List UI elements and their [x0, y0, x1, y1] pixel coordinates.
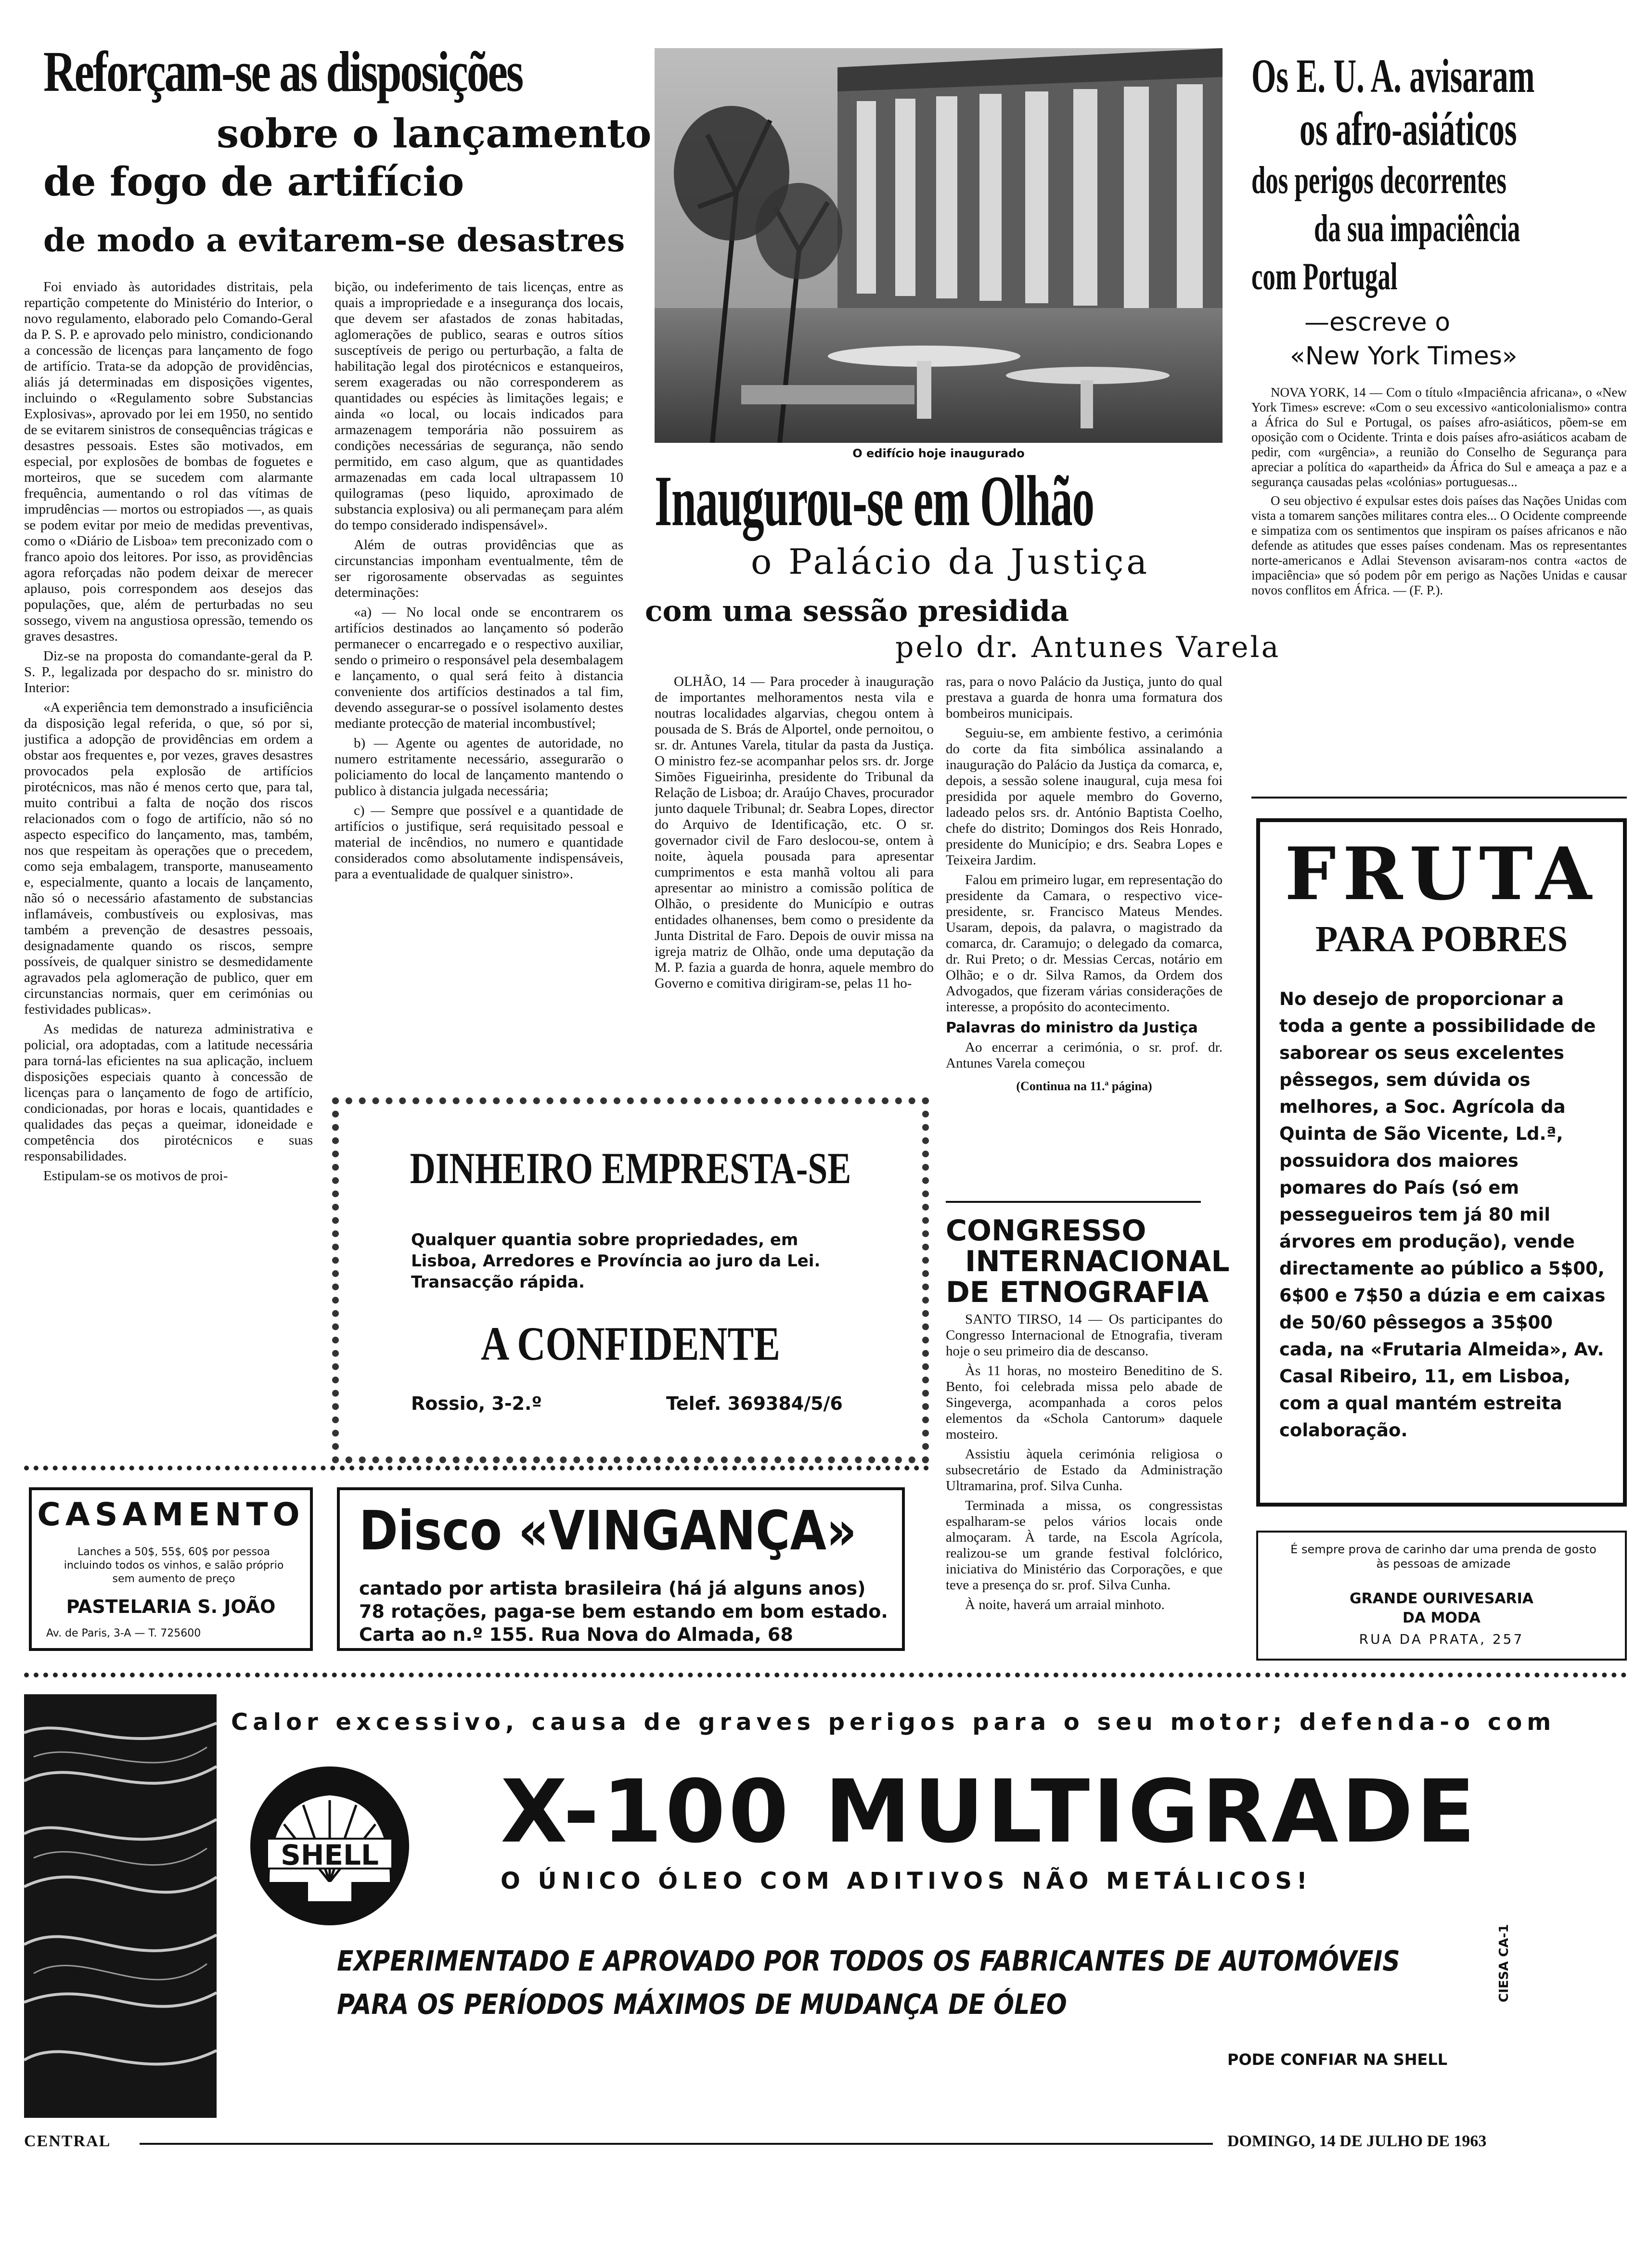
disco-title: Disco «VINGANÇA» [359, 1500, 857, 1562]
fireworks-paragraph: As medidas de natureza administrativa e policial, ora adoptadas, com a latitude necessária para torná-las eficientes na sua aplicação, incluem disposições especiais quanto à concessão de licenças para o lançamento de fogo de artifício, condicionadas, por horas e locais, quantidades e qualidades das peças a queimar, idoneidade e competência dos pirotécnicos e suas responsabilidades. [24, 1021, 313, 1164]
fireworks-paragraph: bição, ou indeferimento de tais licenças, entre as quais a impropriedade e a insegurança dos locais, que devem ser afastados de zonas habitadas, aglomerações de publico, searas e outros sítios susceptíveis de perigo ou perturbação, a falta de habilitação legal dos pirotécnicos e estanqueiros, serem exageradas ou não corresponderem as quantidades ou espécies às limitações legais; e ainda «o local, ou locais indicados para armazenagem temporária não possuirem as condições necessárias de segurança, não sendo permitido, em caso algum, que as quantidades armazenadas em cada local ultrapassem 10 quilogramas (peso liquido, aproximado de substancia explosiva) ou ali permaneçam para além do tempo considerado indispensável». [335, 279, 623, 533]
olhao-paragraph: ras, para o novo Palácio da Justiça, junto do qual prestava a guarda de honra uma formatura dos bombeiros municipais. [946, 674, 1223, 721]
fireworks-paragraph: Diz-se na proposta do comandante-geral da P. S. P., legalizada por despacho do sr. ministro do Interior: [24, 648, 313, 696]
olhao-paragraph: Seguiu-se, em ambiente festivo, a cerimónia do corte da fita simbólica assinalando a inauguração do Palácio da Justiça da comarca, e, depois, a sessão solene inaugural, cuja mesa foi presidida por aquele membro do Governo, ladeado pelos srs. dr. António Baptista Coelho, chefe do distrito; Domingos dos Reis Honrado, presidente do Município; e drs. Seabra Lopes e Teixeira Jardim. [946, 725, 1223, 868]
fireworks-paragraph: c) — Sempre que possível e a quantidade de artifícios o justifique, será requisitado pessoal e material de incêndios, no numero e quantidade considerados como absolutamente indispensáveis, para a eventualidade de qualquer sinistro». [335, 803, 623, 882]
eua-body [1251, 385, 1627, 789]
shell-line-2: PARA OS PERÍODOS MÁXIMOS DE MUDANÇA DE ÓLEO [337, 1988, 1067, 2021]
dinheiro-address: Rossio, 3-2.º [411, 1393, 542, 1414]
shell-product: X-100 MULTIGRADE [501, 1762, 1479, 1862]
headline-olhao-3: com uma sessão presidida [645, 594, 1069, 628]
fireworks-paragraph: Estipulam-se os motivos de proi- [43, 1168, 228, 1184]
casamento-title: CASAMENTO [37, 1496, 305, 1533]
olhao-continued: (Continua na 11.ª página) [1016, 1079, 1152, 1093]
olhao-rule [946, 1201, 1201, 1203]
headline-eua-3: dos perigos decorrentes [1251, 159, 1506, 202]
casamento-body: Lanches a 50$, 55$, 60$ por pessoa incluindo todos os vinhos, e salão próprio sem aumento de preço [64, 1546, 284, 1585]
dinheiro-title: DINHEIRO EMPRESTA-SE [410, 1144, 851, 1193]
headline-olhao-4: pelo dr. Antunes Varela [895, 631, 1281, 664]
building-photo-illustration [655, 48, 1223, 443]
shell-wave-illustration [24, 1694, 217, 2118]
shell-logo [250, 1766, 409, 1925]
fireworks-paragraph: Foi enviado às autoridades distritais, pela repartição competente do Ministério do Interior, o novo regulamento, elaborado pelo Comando-Geral da P. S. P. e aprovado pelo ministro, condicionando a concessão de licenças para lançamento de fogo de artifício. Trata-se da adopção de providências, aliás já determinadas em disposições vigentes, incluindo o «Regulamento sobre Substancias Explosivas», aprovado por lei em 1950, no sentido de se evitarem sinistros de consequências trágicas e desastres pessoais. Estes são motivados, em especial, por explosões de bombas de foguetes e morteiros, que se sucedem com alarmante frequência, aumentando o rol das vítimas de imprudências — mortos ou estropiados —, as quais se podem evitar por meio de medidas preventivas, como o «Diário de Lisboa» tem preconizado com o franco apoio dos leitores. Por isso, as providências agora reforçadas não podem deixar de merecer aplauso, pois correspondem aos desejos das populações, que, além de perturbadas no seu sossego, vivem na angustiosa opressão, temendo os graves desastres. [24, 279, 313, 644]
headline-fireworks-2: sobre o lançamento [217, 111, 652, 157]
congresso-paragraph: À noite, haverá um arraial minhoto. [965, 1597, 1165, 1612]
olhao-paragraph: Falou em primeiro lugar, em representação do presidente da Camara, o respectivo vice-presidente, sr. Francisco Mateus Mendes. Usaram, depois, da palavra, o magistrado da comarca, dr. Caramujo; o delegado da comarca, dr. Rui Preto; o dr. Messias Cercas, notário em Olhão; e o dr. Silva Ramos, da Ordem dos Advogados, que fizeram várias considerações de interesse, a propósito do acontecimento. [946, 872, 1223, 1015]
headline-olhao-2: o Palácio da Justiça [751, 541, 1150, 582]
separator-row [24, 1466, 929, 1470]
eua-subtitle-1: —escreve o [1304, 308, 1451, 337]
dinheiro-brand: A CONFIDENTE [481, 1317, 780, 1370]
headline-eua-4: da sua impaciência [1314, 207, 1520, 250]
ourivesaria-address: RUA DA PRATA, 257 [1359, 1631, 1524, 1647]
shell-line-1: EXPERIMENTADO E APROVADO POR TODOS OS FABRICANTES DE AUTOMÓVEIS [337, 1945, 1400, 1977]
fireworks-paragraph: «A experiência tem demonstrado a insuficiência da disposição legal referida, o que, só por si, justifica a adopção de providências em ordem a obstar aos frequentes e, por vezes, graves desastres provocados pela explosão de artifícios pirotécnicos, mas não é menos certo que, para tal, muito contribui a falta de noção dos riscos relacionados com o fogo de artifício, não só no aspecto especifico do lançamento, mas, também, nos que respeitam às operações que o precedem, como seja embalagem, transporte, manuseamento e, especialmente, quanto a locais de lançamento, não só o necessário afastamento de substancias inflamáveis, combustíveis ou explosivas, mas também a prevenção de desastres pessoais, designadamente quando os riscos, sempre possíveis, de qualquer sinistro se desmedidamente agravados pela aglomeração de publico, quer em circunstancias normais, quer em cerimónias ou festividades publicas». [24, 700, 313, 1017]
headline-eua-1: Os E. U. A. avisaram [1251, 49, 1535, 103]
shell-top-line: Calor excessivo, causa de graves perigos para o seu motor; defenda-o com [231, 1709, 1556, 1736]
fireworks-paragraph: «a) — No local onde se encontrarem os artifícios destinados ao lançamento só poderão permanecer o encarregado e o respectivo auxiliar, sendo o primeiro o responsável pela desembalagem e lançamento, o qual será feito à distancia conveniente dos artifícios destinados a tal fim, devendo assegurar-se o possível isolamento destes mediante protecção de material incombustível; [335, 605, 623, 731]
congresso-paragraph: SANTO TIRSO, 14 — Os participantes do Congresso Internacional de Etnografia, tiveram hoje o seu primeiro dia de descanso. [946, 1312, 1223, 1359]
congresso-title-2: INTERNACIONAL [965, 1245, 1230, 1278]
disco-body: cantado por artista brasileira (há já alguns anos) 78 rotações, paga-se bem estando em bom estado. Carta ao n.º 155. Rua Nova do Almada, 68 [359, 1578, 888, 1645]
olhao-subhead: Palavras do ministro da Justiça [946, 1019, 1198, 1036]
fireworks-column-2 [335, 279, 623, 1107]
eua-rule [1251, 797, 1627, 799]
shell-slogan: PODE CONFIAR NA SHELL [1227, 2050, 1448, 2069]
headline-eua-2: os afro-asiáticos [1300, 102, 1517, 155]
congresso-body [946, 1312, 1223, 1668]
olhao-column-1: OLHÃO, 14 — Para proceder à inauguração de importantes melhoramentos nesta vila e noutras localidades algarvias, chegou ontem à pousada de S. Brás de Alportel, onde pernoitou, o sr. dr. Antunes Varela, titular da pasta da Justiça. O ministro fez-se acompanhar pelos srs. dr. Jorge Simões Figueirinha, presidente do Tribunal da Relação de Lisboa; dr. Araújo Chaves, procurador junto daquele Tribunal; dr. Seabra Lopes, director do Arquivo de Identificação, etc. O sr. governador civil de Faro deslocou-se, ontem à noite, àquela pousada para apresentar cumprimentos e esta manhã voltou ali para apresentar ao ministro a comissão política de Olhão, o presidente do Município e outras entidades olhanenses, bem como o presidente da Junta Distrital de Faro. Depois de ouvir missa na igreja matriz de Olhão, onde uma deputação da M. P. fazia a guarda de honra, aquele membro do Governo e comitiva dirigiram-se, pelas 11 ho- [655, 674, 934, 991]
fireworks-paragraph: Além de outras providências que as circunstancias imponham eventualmente, têm de ser rigorosamente observadas as seguintes determinações: [335, 537, 623, 600]
shell-code: CIESA CA-1 [1497, 1924, 1511, 2002]
ad-shell [24, 1694, 1627, 2118]
fruta-title-1: FRUTA [1285, 832, 1598, 916]
ad-disco-vinganca [337, 1487, 905, 1651]
headline-eua-5: com Portugal [1251, 256, 1398, 298]
olhao-column-2 [946, 674, 1223, 1203]
photo-palacio-justica [655, 48, 1223, 443]
casamento-address: Av. de Paris, 3-A — T. 725600 [46, 1627, 201, 1639]
headline-fireworks-4: de modo a evitarem-se desastres [43, 221, 625, 259]
footer [24, 2132, 1603, 2156]
olhao-paragraph: Ao encerrar a cerimónia, o sr. prof. dr. Antunes Varela começou [946, 1040, 1223, 1071]
ad-ourivesaria [1256, 1531, 1627, 1661]
congresso-title-3: DE ETNOGRAFIA [946, 1276, 1209, 1309]
fireworks-column-1 [24, 279, 313, 1492]
fruta-title-2: PARA POBRES [1315, 919, 1568, 959]
ad-fruta-para-pobres [1256, 818, 1627, 1507]
congresso-title-1: CONGRESSO [946, 1214, 1146, 1248]
eua-subtitle-2: «New York Times» [1290, 342, 1518, 371]
dinheiro-phone: Telef. 369384/5/6 [666, 1393, 843, 1414]
shell-tagline: O ÚNICO ÓLEO COM ADITIVOS NÃO METÁLICOS! [501, 1868, 1312, 1894]
casamento-brand: PASTELARIA S. JOÃO [66, 1596, 276, 1617]
shell-logo-text: SHELL [281, 1839, 379, 1871]
dinheiro-body: Qualquer quantia sobre propriedades, em Lisboa, Arredores e Província ao juro da Lei. Transacção rápida. [411, 1230, 821, 1292]
photo-caption: O edifício hoje inaugurado [852, 447, 1025, 460]
article-eua [1251, 48, 1627, 794]
congresso-paragraph: Terminada a missa, os congressistas espalharam-se pelos vários locais onde almoçaram. À tarde, na Escola Agrícola, realizou-se um grande festival folclórico, iniciativa do Ministério das Corporações, e que teve a presença do sr. prof. Silva Cunha. [946, 1498, 1223, 1593]
ad-casamento [29, 1487, 313, 1651]
congresso-paragraph: Às 11 horas, no mosteiro Beneditino de S. Bento, foi celebrada missa pelo abade de Singeverga, acompanhada a coros pelos elementos da «Schola Cantorum» daquele mosteiro. [946, 1363, 1223, 1442]
fruta-body: No desejo de proporcionar a toda a gente a possibilidade de saborear os seus excelentes pêssegos, sem dúvida os melhores, a Soc. Agrícola da Quinta de São Vicente, Ld.ª, possuidora dos maiores pomares do País (só em pessegueiros tem já 80 mil árvores em produção), vende directamente ao público a 5$00, 6$00 e 7$50 a dúzia e em caixas de 50/60 pêssegos a 35$00 cada, na «Frutaria Almeida», Av. Casal Ribeiro, 11, em Lisboa, com a qual mantém estreita colaboração. [1279, 989, 1606, 1441]
footer-rule [140, 2143, 1213, 2145]
separator-row [24, 1673, 1627, 1677]
headline-olhao-1: Inaugurou-se em Olhão [655, 461, 1094, 541]
headline-fireworks-3: de fogo de artifício [43, 159, 464, 205]
footer-left: CENTRAL [24, 2132, 111, 2150]
congresso-title [946, 1214, 1230, 1309]
fireworks-paragraph: b) — Agente ou agentes de autoridade, no numero estritamente necessário, assegurarão o policiamento do local de lançamento mantendo o publico à distancia julgada necessária; [335, 735, 623, 799]
eua-paragraph: NOVA YORK, 14 — Com o título «Impaciência africana», o «New York Times» escreve: «Com o seu excessivo «anticolonialismo» contra a África do Sul e Portugal, os países afro-asiáticos, põem-se em oposição com o Ocidente. Trinta e dois países afro-asiáticos acabam de pedir, com «urgência», a reunião do Conselho de Segurança para apreciar a política do «apartheid» da África do Sul e ameaça a paz e a segurança causadas pelas «colónias» portuguesas... [1251, 385, 1627, 489]
ourivesaria-brand-2: DA MODA [1402, 1610, 1481, 1626]
ad-dinheiro-empresta-se [332, 1097, 929, 1463]
eua-paragraph: O seu objectivo é expulsar estes dois países das Nações Unidas com vista a tomarem sanções militares contra eles... O Ocidente compreende e simpatiza com os sentimentos que inspiram os países africanos e não defende as atitudes que esses países condenam. Mas os representantes norte-americanos e Adlai Stevenson avisaram-nos contra «actos de impaciência» que só podem pôr em perigo as Nações Unidas e causar novos conflitos em África. — (F. P.). [1251, 493, 1627, 597]
headline-fireworks-1: Reforçam-se as disposições [43, 39, 523, 103]
ourivesaria-brand-1: GRANDE OURIVESARIA [1349, 1590, 1534, 1607]
footer-date: DOMINGO, 14 DE JULHO DE 1963 [1227, 2132, 1487, 2150]
congresso-paragraph: Assistiu àquela cerimónia religiosa o subsecretário de Estado da Administração Ultramarina, prof. Silva Cunha. [946, 1446, 1223, 1494]
ourivesaria-line: É sempre prova de carinho dar uma prenda de gosto às pessoas de amizade [1290, 1543, 1596, 1571]
